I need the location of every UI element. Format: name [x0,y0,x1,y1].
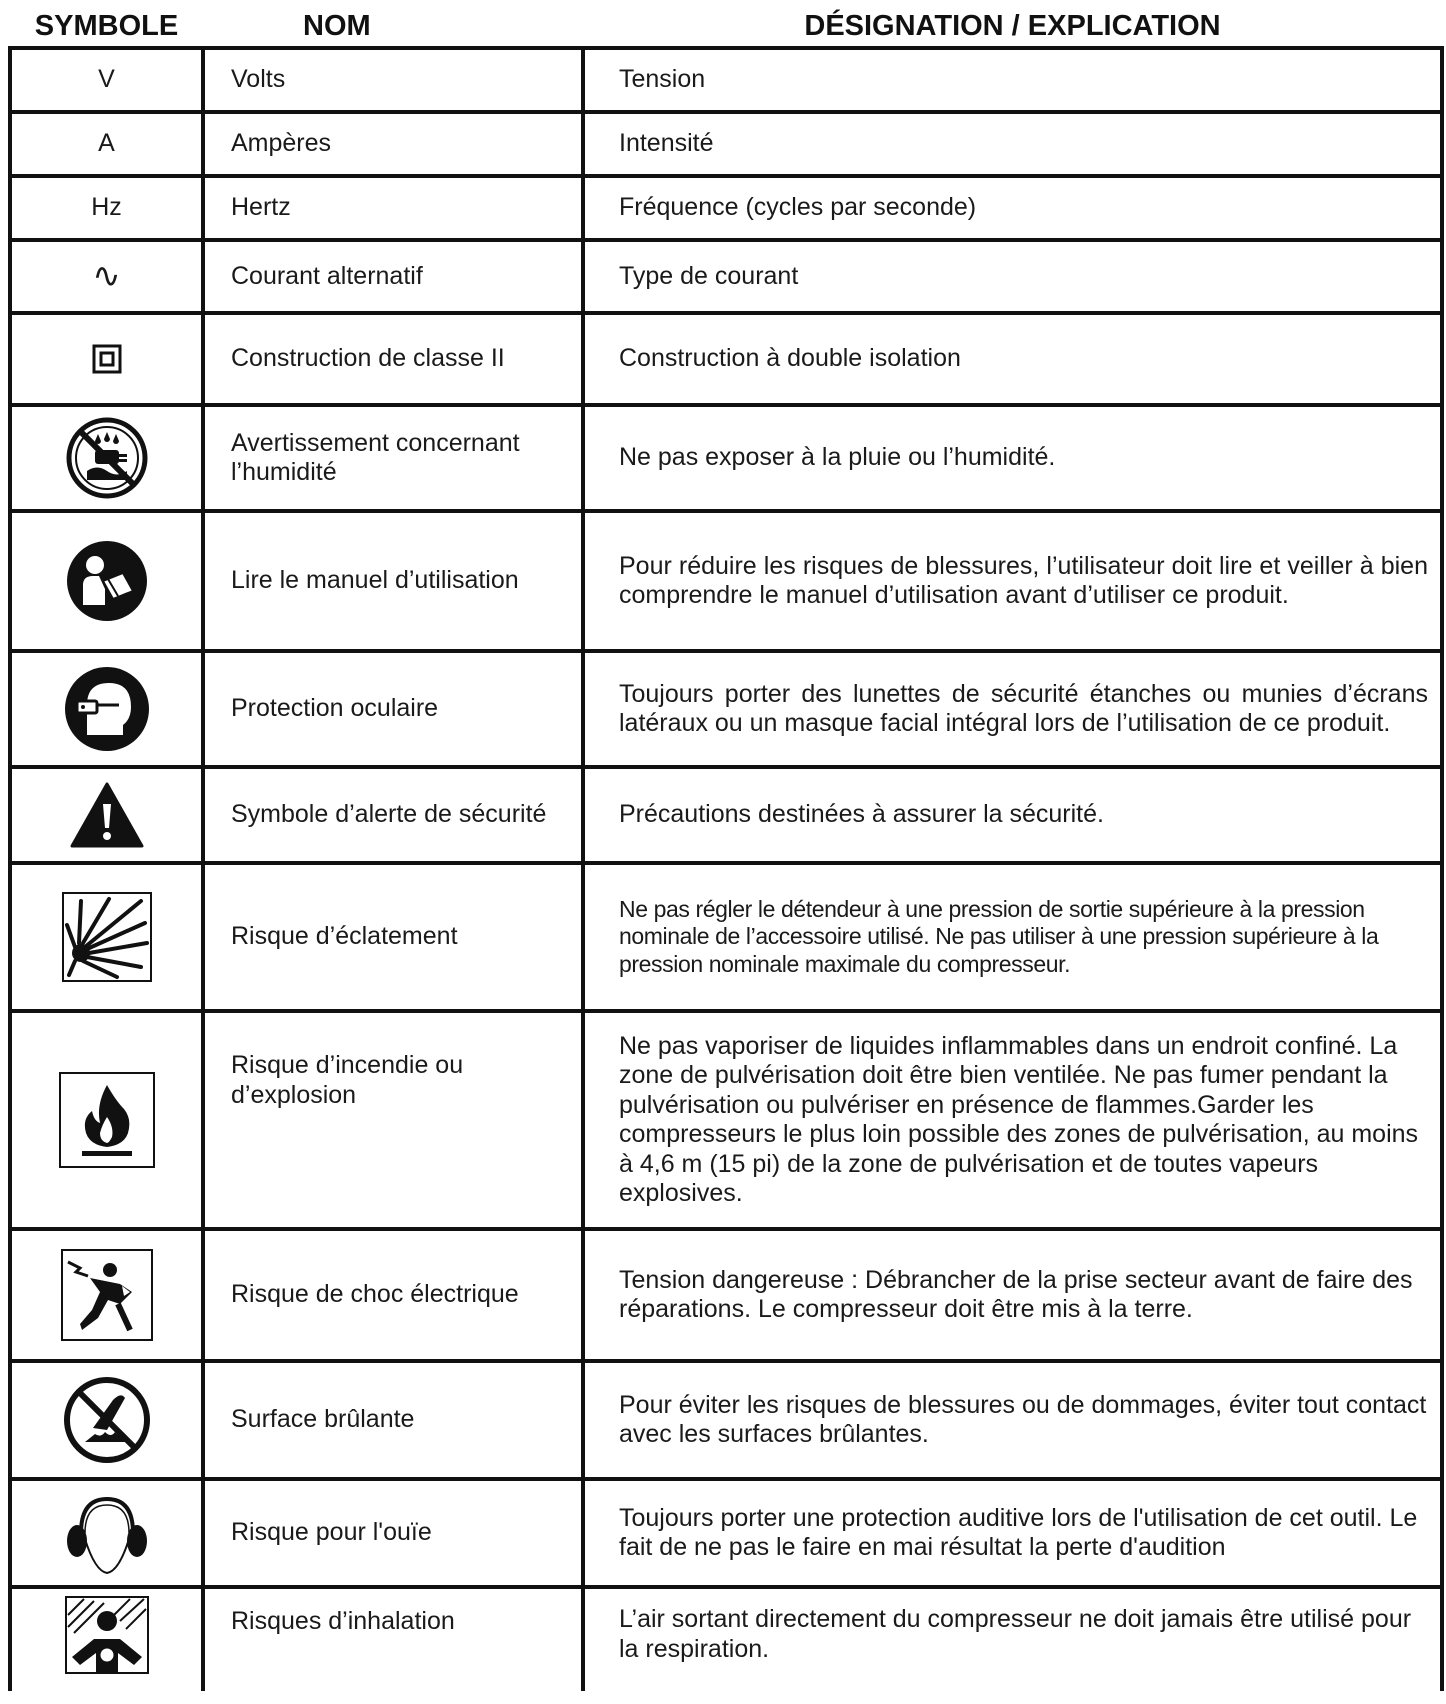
hot-surface-icon [63,1376,151,1464]
name-cell: Construction de classe II [203,313,583,405]
desc-cell: Ne pas régler le détendeur à une pression de sortie supérieure à la pression nominale de l’accessoire utilisé. Ne pas utiliser à une pression supérieure à la pression nominale maximale du compresseur. [583,863,1442,1011]
symbol-cell [10,1011,203,1229]
burst-hazard-icon [61,891,153,983]
table-row [10,767,1442,863]
name-cell: Volts [203,48,583,112]
symbol-cell [10,1229,203,1361]
name-cell: Ampères [203,112,583,176]
table-row [10,1011,1442,1229]
desc-cell: L’air sortant directement du compresseur ne doit jamais être utilisé pour la respiration. [583,1587,1442,1691]
symbol-amperes: A [98,129,115,158]
alternating-current-icon: ∿ [92,256,121,297]
table-row [10,651,1442,767]
table-row [10,1229,1442,1361]
header-name: NOM [203,6,583,48]
desc-cell: Ne pas vaporiser de liquides inflammables dans un endroit confiné. La zone de pulvérisation doit être bien ventilée. Ne pas fumer pendant la pulvérisation ou pulvériser en présence de flammes.Garder les compresseurs le plus loin possible des zones de pulvérisation, au moins à 4,6 m (15 pi) de la zone de pulvérisation et de toutes vapeurs explosives. [583,1011,1442,1229]
header-explanation: DÉSIGNATION / EXPLICATION [583,6,1442,48]
symbol-cell [10,313,203,405]
name-cell: Avertissement concernant l’humidité [203,405,583,511]
table-row [10,1479,1442,1587]
symbol-cell [10,112,203,176]
table-row [10,863,1442,1011]
symbol-hertz: Hz [91,193,122,222]
symbol-cell [10,1479,203,1587]
name-cell: Hertz [203,176,583,240]
table-row [10,240,1442,313]
desc-cell: Pour réduire les risques de blessures, l’utilisateur doit lire et veiller à bien comprendre le manuel d’utilisation avant d’utiliser ce produit. [583,511,1442,651]
table-row [10,112,1442,176]
hearing-protection-icon [65,1491,149,1575]
eye-protection-icon [63,665,151,753]
desc-cell: Ne pas exposer à la pluie ou l’humidité. [583,405,1442,511]
fire-hazard-icon [58,1071,156,1169]
header-symbol: SYMBOLE [10,6,203,48]
symbol-cell [10,1361,203,1479]
name-cell: Risque de choc électrique [203,1229,583,1361]
table-row [10,313,1442,405]
name-cell: Symbole d’alerte de sécurité [203,767,583,863]
symbol-cell [10,405,203,511]
symbol-cell [10,767,203,863]
table-row [10,1587,1442,1691]
desc-cell: Toujours porter des lunettes de sécurité étanches ou munies d’écrans latéraux ou un masque facial intégral lors de l’utilisation de ce produit. [583,651,1442,767]
desc-cell: Pour éviter les risques de blessures ou de dommages, éviter tout contact avec les surfaces brûlantes. [583,1361,1442,1479]
desc-cell: Fréquence (cycles par seconde) [583,176,1442,240]
symbol-volts: V [98,65,115,94]
symbol-cell [10,651,203,767]
name-cell: Risques d’inhalation [203,1587,583,1691]
electric-shock-icon [60,1248,154,1342]
inhalation-hazard-icon [64,1595,150,1675]
table-row [10,405,1442,511]
double-square-icon [92,344,122,374]
symbol-cell [10,48,203,112]
safety-alert-icon [70,782,144,848]
desc-cell: Précautions destinées à assurer la sécurité. [583,767,1442,863]
symbols-table [8,6,1444,1691]
symbol-cell [10,176,203,240]
symbol-cell [10,863,203,1011]
name-cell: Risque d’éclatement [203,863,583,1011]
name-cell: Surface brûlante [203,1361,583,1479]
symbol-cell [10,1587,203,1691]
name-cell: Lire le manuel d’utilisation [203,511,583,651]
no-rain-icon [65,416,149,500]
table-row [10,511,1442,651]
name-cell: Risque d’incendie ou d’explosion [203,1011,583,1229]
table-row [10,176,1442,240]
name-cell: Courant alternatif [203,240,583,313]
name-cell: Risque pour l'ouïe [203,1479,583,1587]
table-row [10,1361,1442,1479]
table-header-row [10,6,1442,48]
symbol-cell [10,511,203,651]
desc-cell: Tension dangereuse : Débrancher de la prise secteur avant de faire des réparations. Le compresseur doit être mis à la terre. [583,1229,1442,1361]
desc-cell: Intensité [583,112,1442,176]
desc-cell: Tension [583,48,1442,112]
desc-cell: Toujours porter une protection auditive lors de l'utilisation de cet outil. Le fait de ne pas le faire en mai résultat la perte d'audition [583,1479,1442,1587]
read-manual-icon [65,539,149,623]
name-cell: Protection oculaire [203,651,583,767]
desc-cell: Construction à double isolation [583,313,1442,405]
symbol-cell [10,240,203,313]
desc-cell: Type de courant [583,240,1442,313]
table-row [10,48,1442,112]
